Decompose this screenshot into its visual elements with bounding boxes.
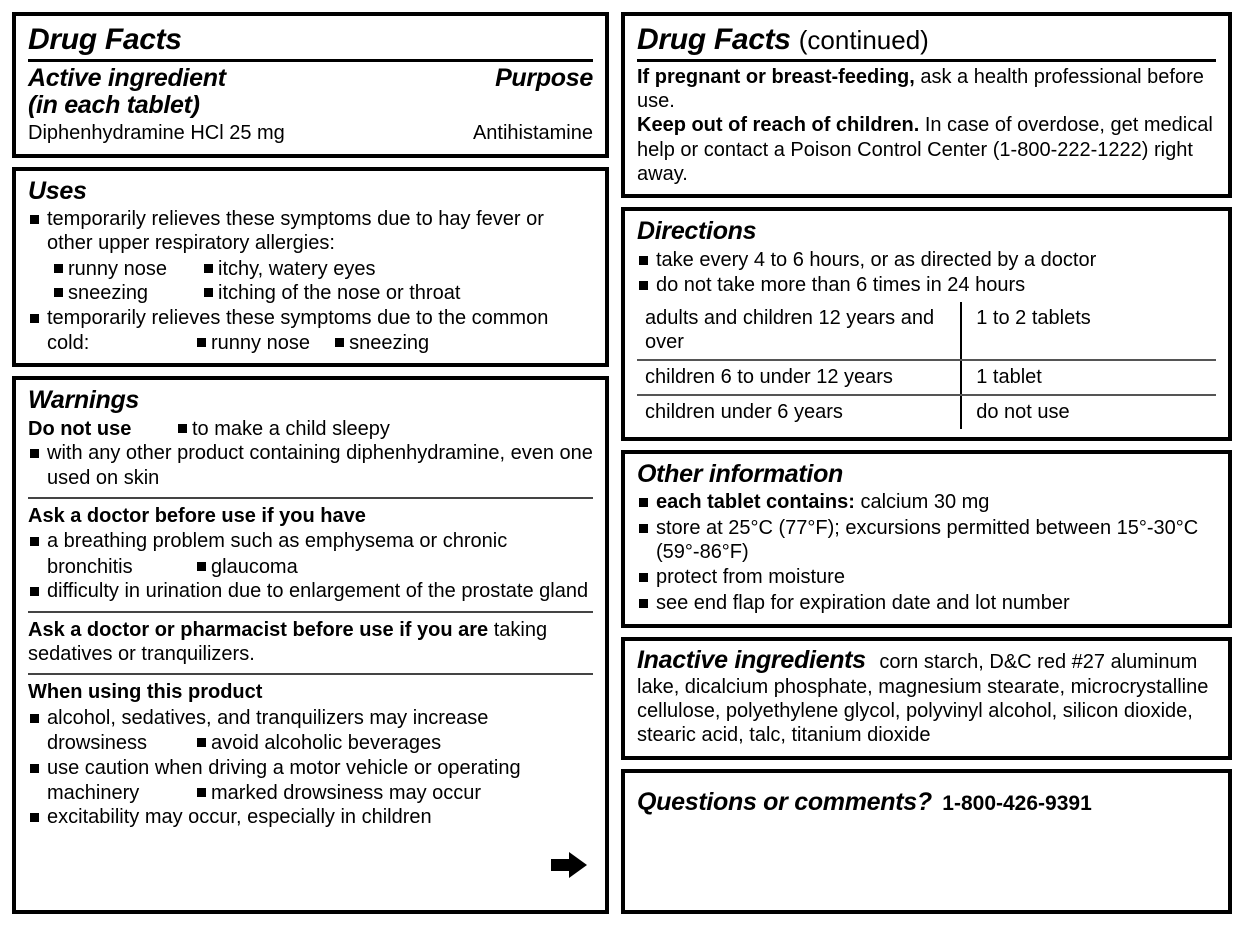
when-using-list-1 [28, 706, 593, 730]
table-row [637, 395, 1216, 429]
other-info-bullet-storage: store at 25°C (77°F); excursions permitted between 15°-30°C (59°-86°F) [637, 516, 1216, 565]
ask-doctor-bullet-1-cont-label: bronchitis [47, 555, 133, 578]
when-using-inline-item [197, 781, 593, 805]
ask-doctor-inline-label: glaucoma [211, 555, 298, 578]
other-info-bullet-moisture: protect from moisture [637, 565, 1216, 589]
ask-doctor-bullet-urination: difficulty in urination due to enlargement of the prostate gland [28, 579, 593, 603]
square-bullet-icon [178, 424, 187, 433]
uses-bullet-cold: temporarily relieves these symptoms due to the common [28, 306, 593, 330]
square-bullet-icon [204, 264, 213, 273]
inactive-ingredients-text: corn starch, D&C red #27 aluminum lake, dicalcium phosphate, magnesium stearate, microcrystalline cellulose, polyethylene glycol, polyvinyl alcohol, silicon dioxide, stearic acid, talc, titanium dioxide [637, 651, 1209, 747]
other-info-contains-rest: calcium 30 mg [854, 491, 990, 514]
dosage-amount-cell: do not use [961, 395, 1216, 429]
uses-cold-symptom-label: runny nose [211, 331, 310, 354]
when-using-heading: When using this product [28, 681, 263, 704]
ask-doctor-bullet-breathing: a breathing problem such as emphysema or chronic [28, 529, 593, 553]
pregnancy-warning-rest: ask a health professional before use. [637, 65, 1204, 112]
when-using-bullet-alcohol: alcohol, sedatives, and tranquilizers may increase [28, 706, 593, 730]
uses-cold-label: cold: [47, 331, 90, 354]
when-using-bullet-2-continuation [28, 781, 593, 805]
active-ingredient-row [28, 121, 593, 146]
uses-symptom-label: runny nose [68, 257, 167, 280]
square-bullet-icon [335, 338, 344, 347]
keep-out-of-reach-bold: Keep out of reach of children. [637, 114, 920, 137]
uses-symptom-cell [54, 281, 204, 305]
dosage-age-cell: children 6 to under 12 years [637, 360, 961, 395]
keep-out-of-reach-warning [637, 113, 1216, 186]
continued-suffix: (continued) [798, 25, 929, 55]
uses-cold-row [28, 331, 593, 355]
ask-doctor-inline-item [197, 555, 593, 579]
questions-line [637, 789, 1216, 817]
uses-bullet-allergies: temporarily relieves these symptoms due to hay fever or other upper respiratory allergies: [28, 207, 593, 256]
uses-symptom-cell [204, 257, 593, 281]
uses-symptom-cell [204, 281, 593, 305]
other-information-heading: Other information [637, 459, 844, 488]
dosage-age-cell: adults and children 12 years and over [637, 302, 961, 360]
do-not-use-bullet: with any other product containing diphenhydramine, even one used on skin [28, 441, 593, 490]
ask-doctor-list-2 [28, 579, 593, 603]
left-column [12, 12, 609, 914]
uses-symptom-label: itchy, watery eyes [218, 257, 376, 280]
other-info-bullet-end-flap: see end flap for expiration date and lot number [637, 591, 1216, 615]
uses-heading: Uses [28, 176, 87, 205]
keep-out-of-reach-rest: In case of overdose, get medical help or contact a Poison Control Center (1-800-222-1222) right away. [637, 114, 1213, 186]
square-bullet-icon [197, 738, 206, 747]
uses-cold-symptom-label: sneezing [349, 331, 430, 354]
when-using-bullet-excitability: excitability may occur, especially in children [28, 805, 593, 829]
directions-list [637, 248, 1216, 298]
ask-doctor-list [28, 529, 593, 553]
continued-title [637, 24, 1216, 56]
when-using-bullet-1-continuation [28, 731, 593, 755]
do-not-use-inline-label: to make a child sleepy [192, 417, 390, 440]
directions-bullet-frequency: take every 4 to 6 hours, or as directed by a doctor [637, 248, 1216, 272]
divider [28, 497, 593, 499]
ask-doctor-heading: Ask a doctor before use if you have [28, 505, 366, 528]
directions-heading: Directions [637, 217, 757, 246]
divider [28, 611, 593, 613]
table-row [637, 360, 1216, 395]
when-using-inline-label: avoid alcoholic beverages [211, 732, 442, 755]
do-not-use-list [28, 441, 593, 490]
drug-facts-continued-panel [621, 12, 1232, 198]
dosage-age-cell: children under 6 years [645, 400, 843, 423]
inactive-ingredients-paragraph [637, 647, 1216, 748]
purpose-heading: Purpose [495, 63, 593, 92]
inactive-ingredients-heading: Inactive ingredients [637, 646, 866, 675]
uses-symptom-label: itching of the nose or throat [218, 282, 461, 305]
table-row [637, 302, 1216, 360]
ingredient-purpose: Antihistamine [472, 121, 593, 144]
divider [28, 59, 593, 62]
dosage-amount-cell: 1 to 2 tablets [961, 302, 1216, 360]
dosage-table [637, 302, 1216, 429]
questions-panel [621, 769, 1232, 914]
uses-list [28, 207, 593, 256]
dosage-amount-cell: 1 tablet [961, 360, 1216, 395]
ask-pharmacist-bold: Ask a doctor or pharmacist before use if you are [28, 618, 489, 641]
divider [637, 59, 1216, 62]
pregnancy-warning-bold: If pregnant or breast-feeding, [637, 65, 915, 88]
questions-heading: Questions or comments? [637, 787, 932, 816]
when-using-list-2 [28, 756, 593, 780]
when-using-inline-label: marked drowsiness may occur [211, 781, 482, 804]
square-bullet-icon [54, 288, 63, 297]
other-info-contains-bold: each tablet contains: [656, 491, 855, 514]
continued-title-text: Drug Facts [637, 23, 791, 56]
square-bullet-icon [197, 338, 206, 347]
directions-bullet-max-doses: do not take more than 6 times in 24 hours [637, 273, 1216, 297]
uses-symptom-row-1 [28, 257, 593, 281]
uses-panel [12, 167, 609, 368]
do-not-use-label: Do not use [28, 417, 132, 440]
when-using-inline-item [197, 731, 593, 755]
continuation-arrow-icon [549, 850, 589, 880]
drug-facts-header-panel [12, 12, 609, 158]
when-using-bullet-1-cont-label: drowsiness [47, 732, 148, 755]
active-ingredient-heading-line1: Active ingredient [28, 63, 226, 92]
square-bullet-icon [54, 264, 63, 273]
uses-cold-symptoms [197, 331, 593, 355]
when-using-bullet-driving: use caution when driving a motor vehicle or operating [28, 756, 593, 780]
ask-pharmacist-paragraph [28, 618, 593, 667]
ask-pharmacist-rest: taking sedatives or tranquilizers. [28, 618, 548, 665]
other-information-panel [621, 450, 1232, 628]
do-not-use-inline-item [178, 417, 593, 441]
square-bullet-icon [197, 562, 206, 571]
other-information-list [637, 490, 1216, 615]
uses-symptom-row-2 [28, 281, 593, 305]
square-bullet-icon [204, 288, 213, 297]
page-title: Drug Facts [28, 23, 182, 56]
when-using-list-3 [28, 805, 593, 829]
uses-symptom-cell [54, 257, 204, 281]
active-ingredient-heading [28, 65, 226, 120]
active-ingredient-header-row [28, 65, 593, 120]
divider [28, 673, 593, 675]
when-using-bullet-2-cont-label: machinery [47, 781, 140, 804]
square-bullet-icon [197, 788, 206, 797]
right-column [621, 12, 1232, 914]
warnings-panel [12, 376, 609, 914]
uses-symptom-label: sneezing [68, 282, 149, 305]
pregnancy-warning [637, 65, 1216, 114]
inactive-ingredients-panel [621, 637, 1232, 760]
questions-phone: 1-800-426-9391 [942, 791, 1092, 815]
other-info-bullet-contains [637, 490, 1216, 514]
ask-doctor-bullet-1-continuation [28, 555, 593, 579]
uses-list-cold [28, 306, 593, 330]
directions-panel [621, 207, 1232, 440]
warnings-heading: Warnings [28, 386, 140, 415]
active-ingredient-heading-line2: (in each tablet) [28, 91, 200, 119]
do-not-use-row [28, 417, 593, 441]
ingredient-name: Diphenhydramine HCl 25 mg [28, 121, 285, 144]
